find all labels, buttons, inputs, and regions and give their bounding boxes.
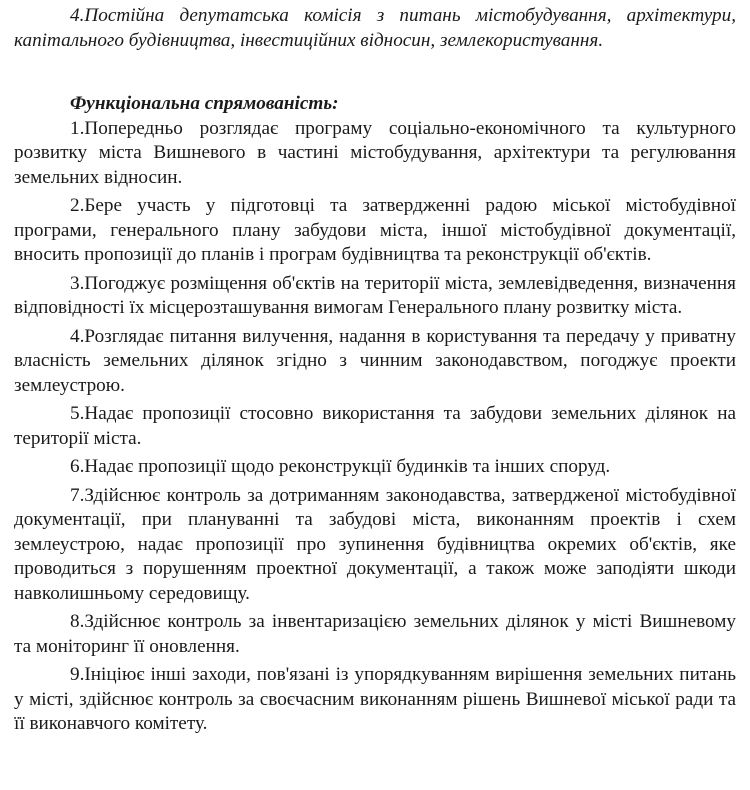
list-item: 1.Попередньо розглядає програму соціально-економічного та культурного розвитку міста Вишневого в частині містобудування, архітектури та регулювання земельних відносин.: [14, 117, 736, 188]
list-item: 2.Бере участь у підготовці та затвердженні радою міської містобудівної програми, генерального плану забудови міста, іншої містобудівної документації, вносить пропозиції до планів і програм будівництва та реконструкції об'єктів.: [14, 195, 736, 265]
list-item: 7.Здійснює контроль за дотриманням законодавства, затвердженої містобудівної документації, при плануванні та забудові міста, виконанням проектів і схем землеустрою, надає пропозиції про зупинення будівництва окремих об'єктів, яке проводиться з порушенням проектної документації, а також може заподіяти шкоди навколишньому середовищу.: [14, 484, 736, 604]
list-item: 5.Надає пропозиції стосовно використання та забудови земельних ділянок на території міста.: [14, 403, 736, 449]
list-item: 4.Розглядає питання вилучення, надання в користування та передачу у приватну власність земельних ділянок згідно з чинним законодавством, погоджує проекти землеустрою.: [14, 325, 736, 396]
document-page: [14, 4, 736, 741]
committee-title: 4.Постійна депутатська комісія з питань містобудування, архітектури, капітального будівництва, інвестиційних відносин, землекористування.: [14, 5, 736, 51]
list-item: 9.Ініціює інші заходи, пов'язані із упорядкуванням вирішення земельних питань у місті, здійснює контроль за своєчасним виконанням рішень Вишневої міської ради та її виконавчого комітету.: [14, 664, 736, 734]
list-item: 8.Здійснює контроль за інвентаризацією земельних ділянок у місті Вишневому та моніторинг її оновлення.: [14, 611, 736, 657]
section-title: Функціональна спрямованість:: [70, 93, 339, 114]
list-item: 3.Погоджує розміщення об'єктів на території міста, землевідведення, визначення відповідності їх місцерозташування вимогам Генерального плану розвитку міста.: [14, 272, 736, 318]
list-item: 6.Надає пропозиції щодо реконструкції будинків та інших споруд.: [70, 456, 611, 477]
